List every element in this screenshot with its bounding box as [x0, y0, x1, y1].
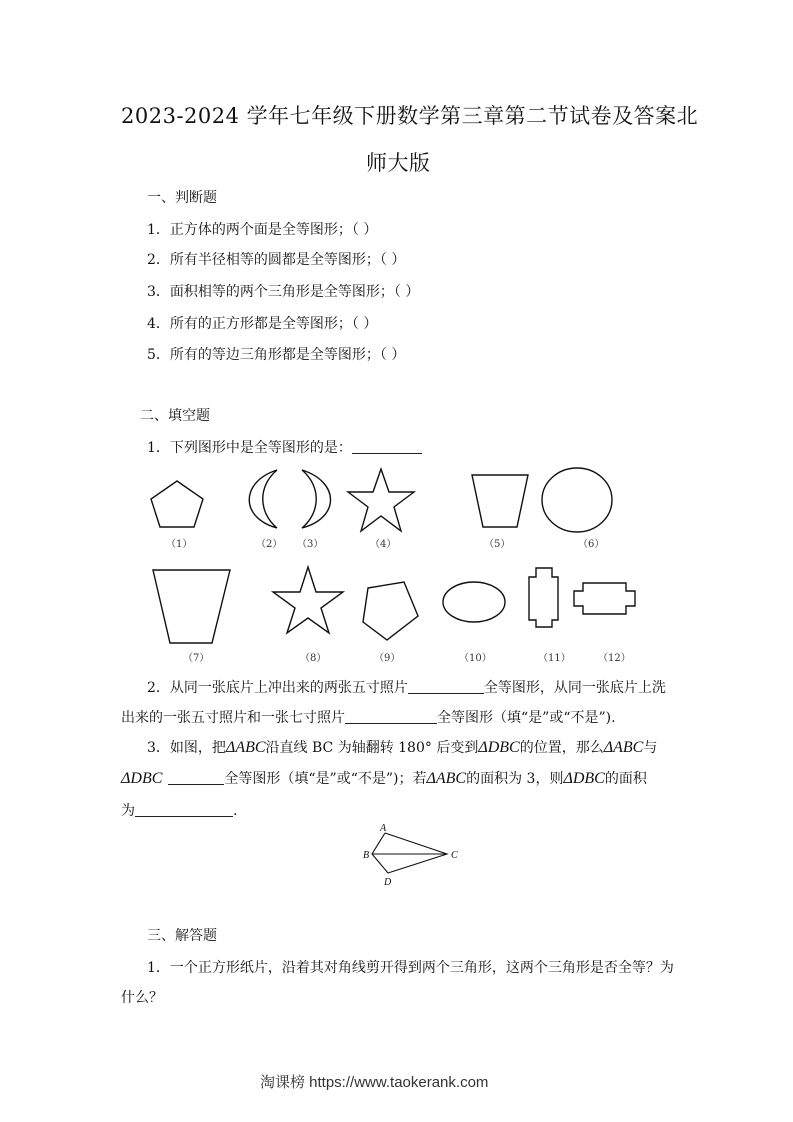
q3-text-c: 的位置，那么	[519, 740, 604, 756]
fill-question-3-line2	[121, 768, 647, 788]
triangle-diagram	[363, 823, 458, 888]
star-shape-8	[273, 567, 343, 633]
fill-question-2-line1	[147, 677, 666, 697]
figure-caption: （12）	[598, 653, 631, 664]
vertex-label-d: D	[384, 877, 392, 888]
answer-blank[interactable]	[408, 679, 484, 694]
judgement-item: 2．所有半径相等的圆都是全等图形；（ ）	[147, 252, 406, 268]
figure-caption: （7）	[183, 653, 210, 664]
figure-caption: （11）	[538, 653, 571, 664]
page-title-line2: 师大版	[366, 151, 431, 175]
judgement-item: 1．正方体的两个面是全等图形；（ ）	[147, 222, 378, 238]
page-title-line1: 2023-2024 学年七年级下册数学第三章第二节试卷及答案北	[121, 104, 699, 128]
figure-caption: （2）	[256, 539, 283, 550]
answer-blank[interactable]	[135, 802, 233, 817]
crescent-shape-2	[249, 470, 277, 528]
pentagon-shape-9	[363, 582, 418, 640]
figure-caption: （10）	[459, 653, 492, 664]
judgement-item: 4．所有的正方形都是全等图形；（ ）	[147, 316, 378, 332]
figure-caption: （6）	[578, 539, 605, 550]
answer-blank[interactable]	[168, 770, 224, 785]
vertex-label-b: B	[363, 850, 370, 861]
figure-caption: （8）	[300, 653, 327, 664]
q3-text-a: 3．如图，把	[147, 740, 226, 756]
star-shape-4	[348, 469, 414, 531]
answer-question-1-line1: 1．一个正方形纸片，沿着其对角线剪开得到两个三角形，这两个三角形是否全等？为	[147, 960, 674, 976]
q3-text-d: 与	[643, 740, 658, 756]
trapezoid-shape-5	[472, 475, 528, 527]
ellipse-shape-10	[443, 582, 505, 622]
triangle-abc-symbol: ΔABC	[603, 739, 644, 756]
triangle-abc-symbol: ΔABC	[225, 739, 266, 756]
fill-question-1-text: 1．下列图形中是全等图形的是：	[147, 440, 352, 456]
q2-text-c: 出来的一张五寸照片和一张七寸照片	[121, 710, 345, 726]
fill-question-3-line3	[121, 800, 237, 820]
figure-caption: （1）	[166, 539, 193, 550]
q3-text-e: 全等图形（填“是”或“不是”)；若	[224, 771, 427, 787]
section-heading-answer: 三、解答题	[147, 928, 217, 944]
figure-caption: （5）	[484, 539, 511, 550]
q3-text-g: 的面积	[604, 771, 647, 787]
fill-question-2-line2	[121, 707, 616, 727]
answer-blank[interactable]	[345, 709, 437, 724]
cross-shape-12	[574, 583, 635, 614]
q2-text-d: 全等图形（填“是”或“不是”).	[437, 710, 616, 726]
cross-shape-11	[529, 568, 558, 627]
q3-text-i: .	[233, 803, 238, 819]
vertex-label-c: C	[451, 850, 458, 861]
triangle-dbc-symbol: ΔDBC	[121, 770, 163, 787]
circle-shape-6	[542, 468, 612, 532]
q3-text-h: 为	[121, 803, 135, 819]
q3-text-f: 的面积为 3，则	[466, 771, 564, 787]
trapezoid-shape-7	[153, 570, 230, 643]
figure-caption: （4）	[370, 539, 397, 550]
judgement-item: 5．所有的等边三角形都是全等图形；（ ）	[147, 347, 406, 363]
fill-question-3-line1	[147, 737, 657, 757]
answer-question-1-line2: 什么？	[121, 990, 163, 1006]
triangle-abc-symbol: ΔABC	[426, 770, 467, 787]
vertex-label-a: A	[380, 823, 387, 834]
footer-watermark[interactable]: 淘课榜 https://www.taokerank.com	[260, 1074, 489, 1091]
triangle-dbc-symbol: ΔDBC	[478, 739, 520, 756]
section-heading-judgement: 一、判断题	[147, 190, 217, 206]
figure-caption: （9）	[374, 653, 401, 664]
q2-text-a: 2．从同一张底片上冲出来的两张五寸照片	[147, 680, 408, 696]
section-heading-fill: 二、填空题	[140, 408, 210, 424]
q2-text-b: 全等图形，从同一张底片上洗	[483, 680, 666, 696]
figure-caption: （3）	[297, 539, 324, 550]
triangle-dbc-symbol: ΔDBC	[563, 770, 605, 787]
judgement-item: 3．面积相等的两个三角形是全等图形；（ ）	[147, 284, 420, 300]
crescent-shape-3	[302, 470, 331, 528]
pentagon-shape-1	[151, 481, 203, 527]
q3-text-b: 沿直线 BC 为轴翻转 180° 后变到	[265, 740, 479, 756]
